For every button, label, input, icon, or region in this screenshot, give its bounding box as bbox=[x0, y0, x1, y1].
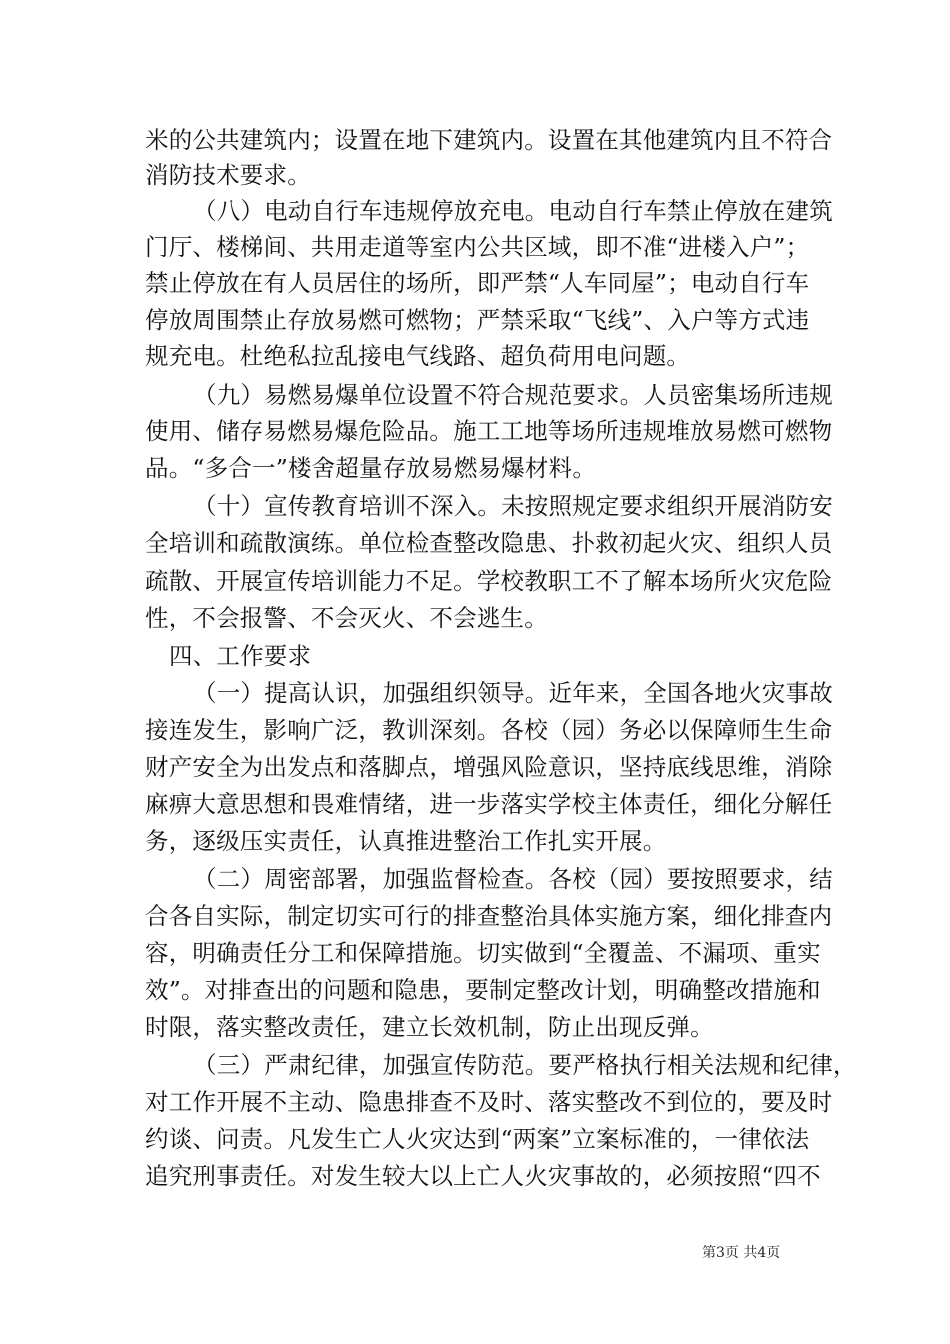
text-line: 性，不会报警、不会灭火、不会逃生。 bbox=[145, 604, 548, 632]
page-number: 第3页 共4页 bbox=[702, 1245, 781, 1261]
text-line: 停放周围禁止存放易燃可燃物；严禁采取“飞线”、入户等方式违 bbox=[145, 306, 810, 334]
text-line: （二）周密部署，加强监督检查。各校（园）要按照要求，结 bbox=[193, 865, 833, 893]
text-line: 全培训和疏散演练。单位检查整改隐患、扑救初起火灾、组织人员 bbox=[145, 529, 833, 557]
text-line: 时限，落实整改责任，建立长效机制，防止出现反弹。 bbox=[145, 1013, 714, 1041]
text-line: 禁止停放在有人员居住的场所，即严禁“人车同屋”；电动自行车 bbox=[145, 269, 810, 297]
section-heading: 四、工作要求 bbox=[169, 642, 312, 670]
text-line: （九）易燃易爆单位设置不符合规范要求。人员密集场所违规 bbox=[193, 381, 833, 409]
text-line: 财产安全为出发点和落脚点，增强风险意识，坚持底线思维，消除 bbox=[145, 753, 833, 781]
text-line: 使用、储存易燃易爆危险品。施工工地等场所违规堆放易燃可燃物 bbox=[145, 417, 833, 445]
text-line: （三）严肃纪律，加强宣传防范。要严格执行相关法规和纪律， bbox=[193, 1051, 857, 1079]
text-line: （十）宣传教育培训不深入。未按照规定要求组织开展消防安 bbox=[193, 492, 833, 520]
text-line: 约谈、问责。凡发生亡人火灾达到“两案”立案标准的，一律依法 bbox=[145, 1125, 810, 1153]
text-line: 接连发生，影响广泛，教训深刻。各校（园）务必以保障师生生命 bbox=[145, 716, 833, 744]
text-line: （八）电动自行车违规停放充电。电动自行车禁止停放在建筑 bbox=[193, 197, 833, 225]
text-line: 规充电。杜绝私拉乱接电气线路、超负荷用电问题。 bbox=[145, 342, 691, 370]
text-line: 效”。对排查出的问题和隐患，要制定整改计划，明确整改措施和 bbox=[145, 976, 821, 1004]
text-line: 对工作开展不主动、隐患排查不及时、落实整改不到位的，要及时 bbox=[145, 1088, 833, 1116]
text-line: 麻痹大意思想和畏难情绪，进一步落实学校主体责任，细化分解任 bbox=[145, 790, 833, 818]
text-line: 容，明确责任分工和保障措施。切实做到“全覆盖、不漏项、重实 bbox=[145, 939, 821, 967]
text-line: 消防技术要求。 bbox=[145, 161, 311, 189]
text-line: 追究刑事责任。对发生较大以上亡人火灾事故的，必须按照“四不 bbox=[145, 1162, 821, 1190]
text-line: 品。“多合一”楼舍超量存放易燃易爆材料。 bbox=[145, 454, 597, 482]
text-line: 务，逐级压实责任，认真推进整治工作扎实开展。 bbox=[145, 827, 667, 855]
text-line: 疏散、开展宣传培训能力不足。学校教职工不了解本场所火灾危险 bbox=[145, 567, 833, 595]
text-line: （一）提高认识，加强组织领导。近年来，全国各地火灾事故 bbox=[193, 679, 833, 707]
text-line: 门厅、楼梯间、共用走道等室内公共区域，即不准“进楼入户”； bbox=[145, 233, 810, 261]
text-line: 合各自实际，制定切实可行的排查整治具体实施方案，细化排查内 bbox=[145, 902, 833, 930]
text-line: 米的公共建筑内；设置在地下建筑内。设置在其他建筑内且不符合 bbox=[145, 126, 833, 154]
